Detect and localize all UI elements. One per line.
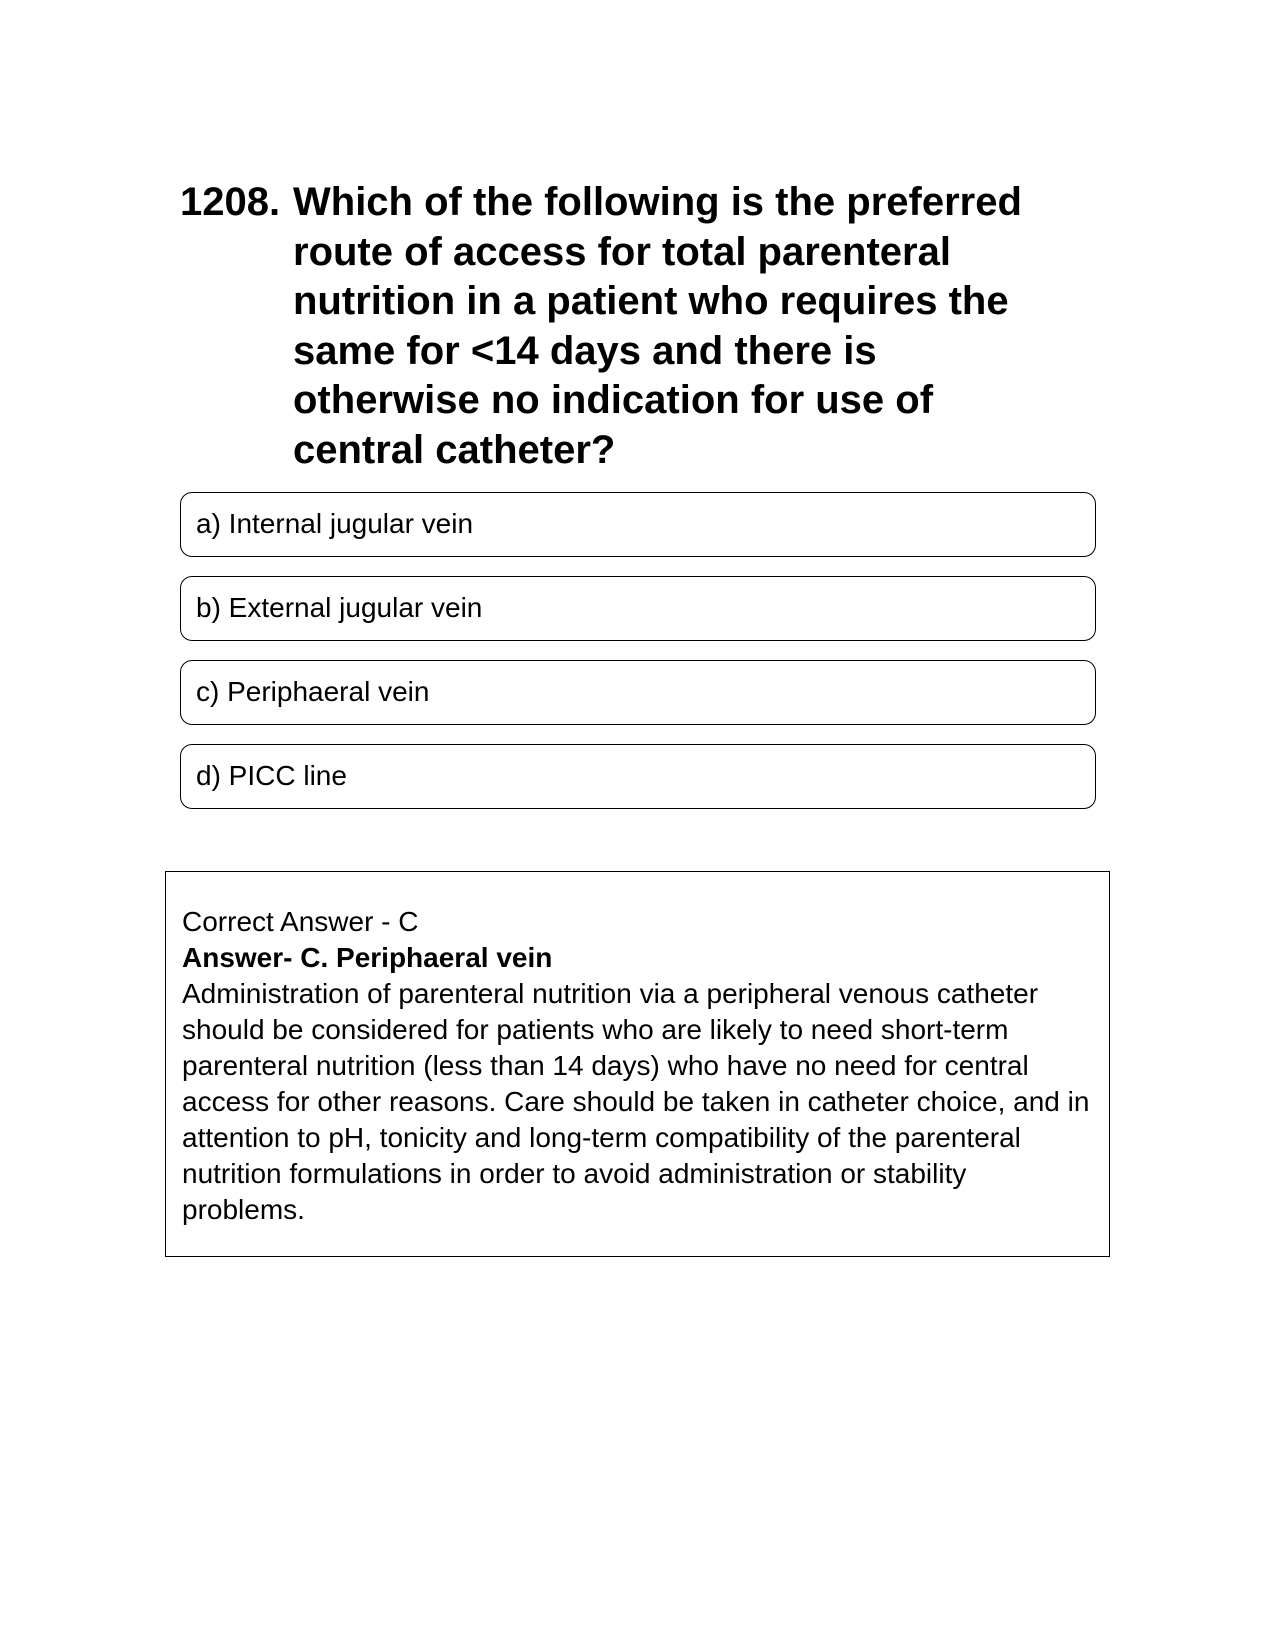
- answer-title: Answer- C. Periphaeral vein: [182, 942, 553, 973]
- option-a[interactable]: a) Internal jugular vein: [180, 492, 1096, 557]
- question: [180, 178, 1100, 475]
- question-number: 1208.: [180, 180, 281, 224]
- correct-answer: Correct Answer - C: [182, 906, 419, 937]
- option-d[interactable]: d) PICC line: [180, 744, 1096, 809]
- option-c[interactable]: c) Periphaeral vein: [180, 660, 1096, 725]
- answer-box: [165, 871, 1110, 1257]
- question-text: Which of the following is the preferred route of access for total parenteral nutrition in a patient who requires the same for <14 days and there is otherwise no indication for use of central catheter?: [293, 180, 1022, 472]
- option-b[interactable]: b) External jugular vein: [180, 576, 1096, 641]
- answer-explanation: Administration of parenteral nutrition via a peripheral venous catheter should be considered for patients who are likely to need short-term parenteral nutrition (less than 14 days) who have no need for central access for other reasons. Care should be taken in catheter choice, and in attention to pH, tonicity and long-term compatibility of the parenteral nutrition formulations in order to avoid administration or stability problems.: [182, 978, 1090, 1225]
